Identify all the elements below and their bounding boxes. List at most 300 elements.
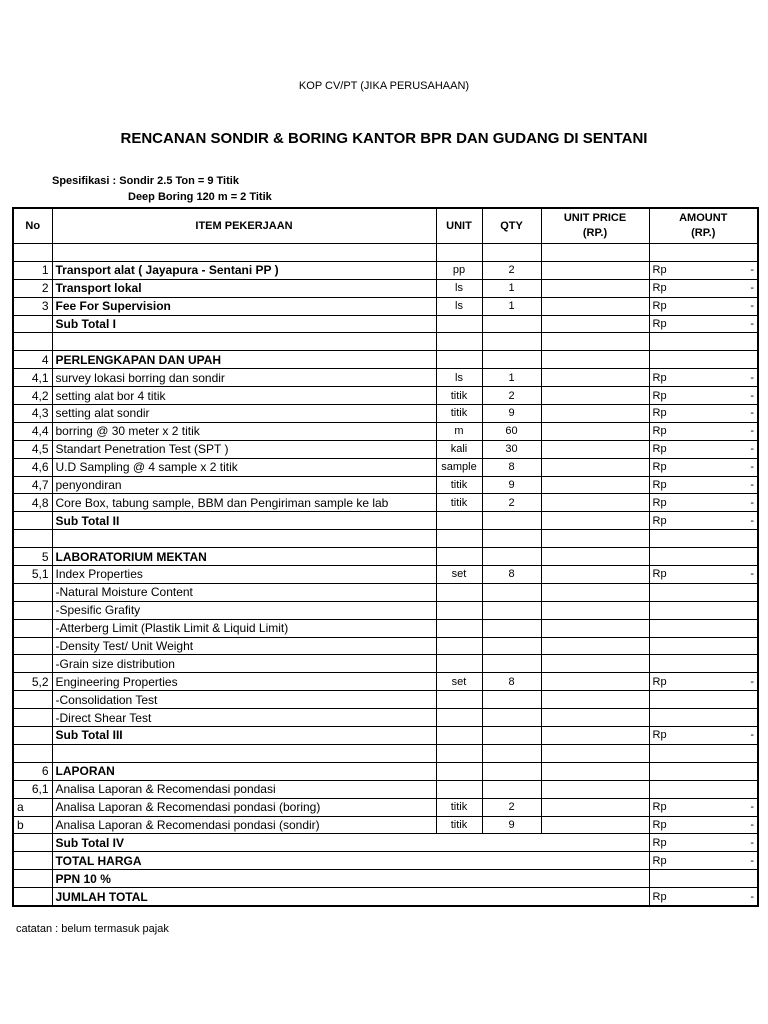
row-number: 4,1 bbox=[13, 369, 52, 387]
blank-cell bbox=[13, 244, 52, 262]
table-row bbox=[13, 727, 758, 745]
amount-currency: Rp bbox=[652, 479, 667, 492]
table-row bbox=[13, 512, 758, 530]
amount-currency: Rp bbox=[652, 675, 667, 688]
amount-currency: Rp bbox=[652, 300, 667, 313]
header-amount bbox=[649, 208, 758, 244]
amount-value: - bbox=[750, 389, 754, 402]
row-amount bbox=[649, 780, 758, 798]
total-no-cell bbox=[13, 888, 52, 906]
row-item: Index Properties bbox=[52, 566, 436, 584]
table-row bbox=[13, 566, 758, 584]
table-body bbox=[13, 244, 758, 906]
total-no-cell bbox=[13, 870, 52, 888]
row-unit-price bbox=[541, 387, 649, 405]
row-unit-price bbox=[541, 709, 649, 727]
total-amount bbox=[649, 888, 758, 906]
row-item: LABORATORIUM MEKTAN bbox=[52, 548, 436, 566]
row-unit-price bbox=[541, 637, 649, 655]
amount-value: - bbox=[750, 818, 754, 831]
row-number bbox=[13, 691, 52, 709]
amount-value: - bbox=[750, 514, 754, 527]
row-amount bbox=[649, 261, 758, 279]
row-unit-price bbox=[541, 548, 649, 566]
header-unit: UNIT bbox=[436, 208, 482, 244]
row-unit: titik bbox=[436, 405, 482, 423]
blank-cell bbox=[436, 530, 482, 548]
row-item: Transport lokal bbox=[52, 279, 436, 297]
total-row bbox=[13, 834, 758, 852]
row-amount bbox=[649, 405, 758, 423]
row-unit: sample bbox=[436, 458, 482, 476]
blank-row bbox=[13, 744, 758, 762]
row-amount bbox=[649, 727, 758, 745]
row-item: survey lokasi borring dan sondir bbox=[52, 369, 436, 387]
row-item: Sub Total III bbox=[52, 727, 436, 745]
table-row bbox=[13, 261, 758, 279]
row-unit: ls bbox=[436, 369, 482, 387]
blank-row bbox=[13, 333, 758, 351]
row-item: penyondiran bbox=[52, 476, 436, 494]
row-number bbox=[13, 583, 52, 601]
row-unit-price bbox=[541, 476, 649, 494]
row-unit: pp bbox=[436, 261, 482, 279]
row-qty bbox=[482, 655, 541, 673]
row-qty bbox=[482, 762, 541, 780]
row-qty: 9 bbox=[482, 405, 541, 423]
row-item: Standart Penetration Test (SPT ) bbox=[52, 440, 436, 458]
table-header-row bbox=[13, 208, 758, 244]
row-number bbox=[13, 727, 52, 745]
row-unit: titik bbox=[436, 476, 482, 494]
table-row bbox=[13, 494, 758, 512]
amount-currency: Rp bbox=[652, 443, 667, 456]
blank-cell bbox=[52, 744, 436, 762]
row-item: Engineering Properties bbox=[52, 673, 436, 691]
row-unit bbox=[436, 637, 482, 655]
blank-cell bbox=[649, 333, 758, 351]
row-item: borring @ 30 meter x 2 titik bbox=[52, 422, 436, 440]
row-number: 4,2 bbox=[13, 387, 52, 405]
row-number bbox=[13, 709, 52, 727]
row-qty bbox=[482, 351, 541, 369]
row-unit: ls bbox=[436, 297, 482, 315]
total-row bbox=[13, 870, 758, 888]
total-no-cell bbox=[13, 852, 52, 870]
row-number bbox=[13, 637, 52, 655]
row-unit-price bbox=[541, 279, 649, 297]
amount-value: - bbox=[750, 729, 754, 742]
blank-cell bbox=[541, 333, 649, 351]
amount-value: - bbox=[750, 425, 754, 438]
amount-value: - bbox=[750, 675, 754, 688]
row-item: setting alat sondir bbox=[52, 405, 436, 423]
row-unit-price bbox=[541, 494, 649, 512]
row-unit bbox=[436, 315, 482, 333]
row-amount bbox=[649, 601, 758, 619]
row-amount bbox=[649, 494, 758, 512]
row-number: 2 bbox=[13, 279, 52, 297]
row-amount bbox=[649, 512, 758, 530]
row-number: 5,1 bbox=[13, 566, 52, 584]
letterhead-placeholder: KOP CV/PT (JIKA PERUSAHAAN) bbox=[298, 80, 470, 92]
blank-cell bbox=[52, 244, 436, 262]
row-unit bbox=[436, 727, 482, 745]
row-unit: set bbox=[436, 673, 482, 691]
blank-cell bbox=[436, 244, 482, 262]
header-qty: QTY bbox=[482, 208, 541, 244]
table-row bbox=[13, 798, 758, 816]
row-unit-price bbox=[541, 762, 649, 780]
row-number: 1 bbox=[13, 261, 52, 279]
amount-currency: Rp bbox=[652, 461, 667, 474]
row-qty bbox=[482, 780, 541, 798]
blank-cell bbox=[482, 744, 541, 762]
blank-cell bbox=[649, 244, 758, 262]
row-number: 5,2 bbox=[13, 673, 52, 691]
amount-currency: Rp bbox=[652, 264, 667, 277]
row-qty bbox=[482, 709, 541, 727]
amount-value: - bbox=[750, 836, 754, 849]
blank-row bbox=[13, 244, 758, 262]
row-unit-price bbox=[541, 780, 649, 798]
amount-value: - bbox=[750, 496, 754, 509]
row-amount bbox=[649, 458, 758, 476]
row-unit-price bbox=[541, 297, 649, 315]
amount-currency: Rp bbox=[652, 854, 667, 867]
row-unit-price bbox=[541, 405, 649, 423]
row-unit: titik bbox=[436, 798, 482, 816]
amount-currency: Rp bbox=[652, 318, 667, 330]
row-amount bbox=[649, 387, 758, 405]
row-qty: 2 bbox=[482, 261, 541, 279]
table-row bbox=[13, 816, 758, 834]
blank-cell bbox=[52, 530, 436, 548]
header-amount-line1: AMOUNT bbox=[679, 212, 728, 224]
amount-value: - bbox=[750, 479, 754, 492]
table-row bbox=[13, 279, 758, 297]
row-item: LAPORAN bbox=[52, 762, 436, 780]
blank-cell bbox=[541, 744, 649, 762]
row-item: -Spesific Grafity bbox=[52, 601, 436, 619]
total-amount bbox=[649, 834, 758, 852]
row-amount bbox=[649, 566, 758, 584]
row-qty: 9 bbox=[482, 816, 541, 834]
row-item: -Density Test/ Unit Weight bbox=[52, 637, 436, 655]
header-unit-price bbox=[541, 208, 649, 244]
amount-currency: Rp bbox=[652, 514, 667, 527]
row-unit-price bbox=[541, 261, 649, 279]
bill-of-quantities-table bbox=[12, 207, 759, 907]
row-amount bbox=[649, 476, 758, 494]
table-row bbox=[13, 405, 758, 423]
amount-currency: Rp bbox=[652, 890, 667, 903]
row-unit bbox=[436, 762, 482, 780]
row-amount bbox=[649, 297, 758, 315]
row-unit-price bbox=[541, 655, 649, 673]
amount-value: - bbox=[750, 371, 754, 384]
row-number: a bbox=[13, 798, 52, 816]
total-label: Sub Total IV bbox=[52, 834, 649, 852]
row-qty bbox=[482, 315, 541, 333]
row-number: 4 bbox=[13, 351, 52, 369]
row-qty: 60 bbox=[482, 422, 541, 440]
table-row bbox=[13, 422, 758, 440]
row-item: Core Box, tabung sample, BBM dan Pengiriman sample ke lab bbox=[52, 494, 436, 512]
total-label: TOTAL HARGA bbox=[52, 852, 649, 870]
total-label: JUMLAH TOTAL bbox=[52, 888, 649, 906]
amount-currency: Rp bbox=[652, 371, 667, 384]
blank-cell bbox=[482, 244, 541, 262]
row-number bbox=[13, 315, 52, 333]
table-row bbox=[13, 369, 758, 387]
row-number bbox=[13, 619, 52, 637]
total-amount bbox=[649, 852, 758, 870]
row-unit bbox=[436, 601, 482, 619]
row-unit-price bbox=[541, 816, 649, 834]
amount-value: - bbox=[750, 801, 754, 814]
row-amount bbox=[649, 369, 758, 387]
row-unit-price bbox=[541, 673, 649, 691]
table-row bbox=[13, 780, 758, 798]
row-item: Transport alat ( Jayapura - Sentani PP ) bbox=[52, 261, 436, 279]
row-unit-price bbox=[541, 583, 649, 601]
header-amount-line2: (RP.) bbox=[691, 227, 716, 239]
blank-row bbox=[13, 530, 758, 548]
amount-currency: Rp bbox=[652, 407, 667, 420]
row-amount bbox=[649, 440, 758, 458]
row-amount bbox=[649, 655, 758, 673]
row-amount bbox=[649, 816, 758, 834]
row-item: -Consolidation Test bbox=[52, 691, 436, 709]
amount-currency: Rp bbox=[652, 729, 667, 742]
table-row bbox=[13, 315, 758, 333]
row-number bbox=[13, 655, 52, 673]
total-no-cell bbox=[13, 834, 52, 852]
row-item: -Atterberg Limit (Plastik Limit & Liquid Limit) bbox=[52, 619, 436, 637]
amount-value: - bbox=[750, 282, 754, 295]
row-qty: 8 bbox=[482, 458, 541, 476]
amount-currency: Rp bbox=[652, 836, 667, 849]
row-number bbox=[13, 512, 52, 530]
table-row bbox=[13, 673, 758, 691]
amount-value: - bbox=[750, 854, 754, 867]
row-unit bbox=[436, 351, 482, 369]
row-unit-price bbox=[541, 440, 649, 458]
row-qty: 30 bbox=[482, 440, 541, 458]
blank-cell bbox=[541, 244, 649, 262]
row-amount bbox=[649, 315, 758, 333]
blank-cell bbox=[649, 530, 758, 548]
row-qty: 2 bbox=[482, 798, 541, 816]
total-row bbox=[13, 852, 758, 870]
row-amount bbox=[649, 583, 758, 601]
row-unit bbox=[436, 709, 482, 727]
row-qty: 2 bbox=[482, 387, 541, 405]
header-unit-price-line1: UNIT PRICE bbox=[563, 212, 627, 224]
amount-value: - bbox=[750, 300, 754, 313]
header-item: ITEM PEKERJAAN bbox=[52, 208, 436, 244]
row-item: -Natural Moisture Content bbox=[52, 583, 436, 601]
row-number: 6 bbox=[13, 762, 52, 780]
row-amount bbox=[649, 673, 758, 691]
row-item: PERLENGKAPAN DAN UPAH bbox=[52, 351, 436, 369]
row-unit bbox=[436, 548, 482, 566]
amount-value: - bbox=[750, 443, 754, 456]
table-row bbox=[13, 476, 758, 494]
row-qty bbox=[482, 727, 541, 745]
row-qty bbox=[482, 601, 541, 619]
row-unit: kali bbox=[436, 440, 482, 458]
row-unit-price bbox=[541, 458, 649, 476]
row-unit: ls bbox=[436, 279, 482, 297]
amount-value: - bbox=[750, 407, 754, 420]
row-number bbox=[13, 601, 52, 619]
blank-cell bbox=[541, 530, 649, 548]
row-unit bbox=[436, 512, 482, 530]
row-unit-price bbox=[541, 691, 649, 709]
amount-currency: Rp bbox=[652, 568, 667, 581]
row-unit: m bbox=[436, 422, 482, 440]
total-row bbox=[13, 888, 758, 906]
row-qty bbox=[482, 512, 541, 530]
row-number: 3 bbox=[13, 297, 52, 315]
row-qty bbox=[482, 583, 541, 601]
row-unit: titik bbox=[436, 387, 482, 405]
table-row bbox=[13, 709, 758, 727]
row-unit-price bbox=[541, 351, 649, 369]
row-amount bbox=[649, 798, 758, 816]
row-amount bbox=[649, 709, 758, 727]
row-item: Fee For Supervision bbox=[52, 297, 436, 315]
row-unit: set bbox=[436, 566, 482, 584]
total-amount bbox=[649, 870, 758, 888]
row-unit bbox=[436, 691, 482, 709]
blank-cell bbox=[13, 333, 52, 351]
row-unit bbox=[436, 583, 482, 601]
blank-cell bbox=[436, 333, 482, 351]
row-item: Analisa Laporan & Recomendasi pondasi bbox=[52, 780, 436, 798]
total-label: PPN 10 % bbox=[52, 870, 649, 888]
row-number: 4,6 bbox=[13, 458, 52, 476]
blank-cell bbox=[649, 744, 758, 762]
document-title: RENCANAN SONDIR & BORING KANTOR BPR DAN GUDANG DI SENTANI bbox=[120, 130, 648, 147]
amount-currency: Rp bbox=[652, 801, 667, 814]
row-unit-price bbox=[541, 512, 649, 530]
table-row bbox=[13, 762, 758, 780]
amount-currency: Rp bbox=[652, 496, 667, 509]
row-qty: 1 bbox=[482, 369, 541, 387]
header-no: No bbox=[13, 208, 52, 244]
amount-value: - bbox=[750, 890, 754, 903]
row-item: setting alat bor 4 titik bbox=[52, 387, 436, 405]
row-unit-price bbox=[541, 369, 649, 387]
row-number: 4,8 bbox=[13, 494, 52, 512]
row-unit-price bbox=[541, 422, 649, 440]
table-row bbox=[13, 458, 758, 476]
row-number: 4,3 bbox=[13, 405, 52, 423]
table-row bbox=[13, 619, 758, 637]
row-number: b bbox=[13, 816, 52, 834]
row-unit bbox=[436, 619, 482, 637]
row-unit-price bbox=[541, 727, 649, 745]
row-amount bbox=[649, 691, 758, 709]
amount-currency: Rp bbox=[652, 818, 667, 831]
row-number: 4,4 bbox=[13, 422, 52, 440]
table-row bbox=[13, 548, 758, 566]
row-qty bbox=[482, 619, 541, 637]
row-amount bbox=[649, 351, 758, 369]
table-row bbox=[13, 691, 758, 709]
row-number: 4,5 bbox=[13, 440, 52, 458]
blank-cell bbox=[482, 530, 541, 548]
footnote: catatan : belum termasuk pajak bbox=[16, 923, 169, 935]
table-row bbox=[13, 351, 758, 369]
table-row bbox=[13, 297, 758, 315]
table-row bbox=[13, 655, 758, 673]
table-row bbox=[13, 601, 758, 619]
row-unit: titik bbox=[436, 494, 482, 512]
row-amount bbox=[649, 279, 758, 297]
row-amount bbox=[649, 548, 758, 566]
amount-value: - bbox=[750, 318, 754, 330]
row-qty: 1 bbox=[482, 297, 541, 315]
amount-value: - bbox=[750, 461, 754, 474]
row-number: 4,7 bbox=[13, 476, 52, 494]
row-item: -Grain size distribution bbox=[52, 655, 436, 673]
blank-cell bbox=[482, 333, 541, 351]
amount-value: - bbox=[750, 568, 754, 581]
row-number: 6,1 bbox=[13, 780, 52, 798]
row-qty: 8 bbox=[482, 673, 541, 691]
row-qty bbox=[482, 548, 541, 566]
amount-currency: Rp bbox=[652, 282, 667, 295]
row-unit-price bbox=[541, 315, 649, 333]
amount-value: - bbox=[750, 264, 754, 277]
row-unit bbox=[436, 655, 482, 673]
row-unit: titik bbox=[436, 816, 482, 834]
specification-line-2: Deep Boring 120 m = 2 Titik bbox=[128, 191, 272, 203]
blank-cell bbox=[13, 530, 52, 548]
specification-line-1: Spesifikasi : Sondir 2.5 Ton = 9 Titik bbox=[52, 175, 239, 187]
row-qty bbox=[482, 637, 541, 655]
row-unit-price bbox=[541, 619, 649, 637]
row-unit-price bbox=[541, 601, 649, 619]
row-amount bbox=[649, 637, 758, 655]
row-item: -Direct Shear Test bbox=[52, 709, 436, 727]
row-item: Analisa Laporan & Recomendasi pondasi (sondir) bbox=[52, 816, 436, 834]
row-qty: 1 bbox=[482, 279, 541, 297]
row-item: U.D Sampling @ 4 sample x 2 titik bbox=[52, 458, 436, 476]
table-row bbox=[13, 637, 758, 655]
blank-cell bbox=[436, 744, 482, 762]
row-qty: 9 bbox=[482, 476, 541, 494]
table-row bbox=[13, 440, 758, 458]
header-unit-price-line2: (RP.) bbox=[582, 227, 608, 239]
row-amount bbox=[649, 619, 758, 637]
table-row bbox=[13, 583, 758, 601]
row-item: Analisa Laporan & Recomendasi pondasi (boring) bbox=[52, 798, 436, 816]
row-unit-price bbox=[541, 566, 649, 584]
row-number: 5 bbox=[13, 548, 52, 566]
row-amount bbox=[649, 762, 758, 780]
row-item: Sub Total I bbox=[52, 315, 436, 333]
row-item: Sub Total II bbox=[52, 512, 436, 530]
blank-cell bbox=[13, 744, 52, 762]
row-unit-price bbox=[541, 798, 649, 816]
row-qty: 8 bbox=[482, 566, 541, 584]
row-unit bbox=[436, 780, 482, 798]
